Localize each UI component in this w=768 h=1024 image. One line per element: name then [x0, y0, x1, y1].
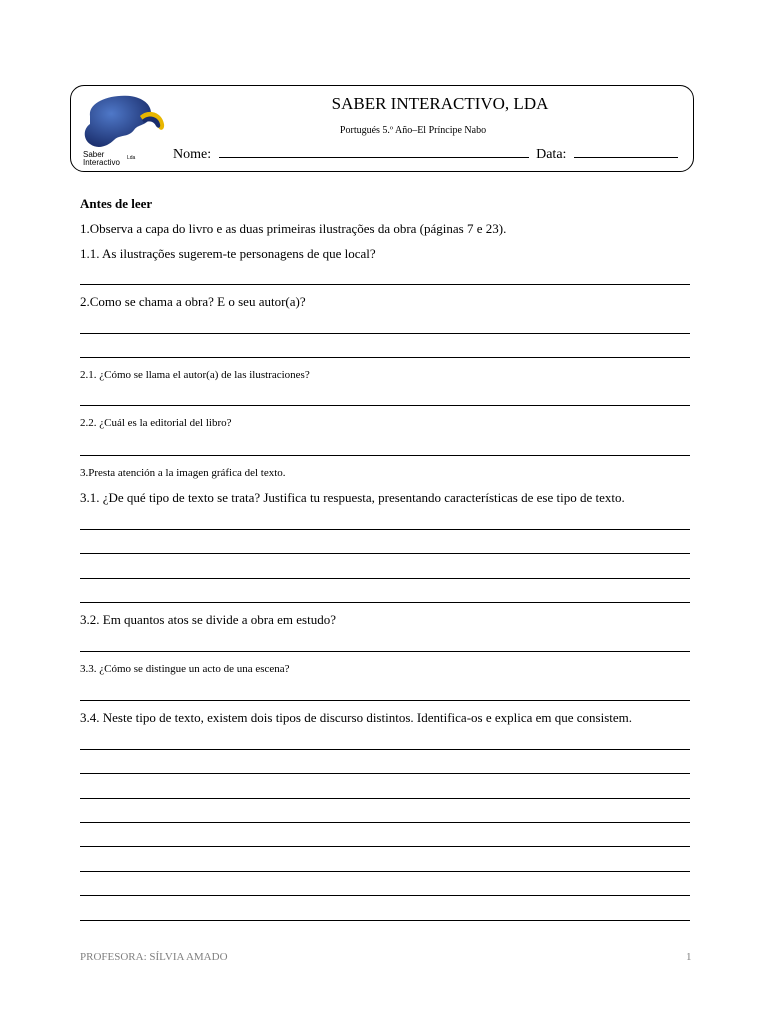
answer-line[interactable] [80, 846, 690, 847]
answer-line[interactable] [80, 920, 690, 921]
answer-line[interactable] [80, 871, 690, 872]
course-subtitle: Portugués 5.º Año–El Príncipe Nabo [339, 125, 487, 136]
question-1-1: 1.1. As ilustrações sugerem-te personagens de que local? [80, 246, 376, 261]
answer-line[interactable] [80, 798, 690, 799]
answer-line[interactable] [80, 578, 690, 579]
answer-line[interactable] [80, 602, 690, 603]
company-name: SABER INTERACTIVO, LDA [331, 94, 549, 113]
question-3-3: 3.3. ¿Cómo se distingue un acto de una escena? [80, 663, 290, 675]
answer-line[interactable] [80, 773, 690, 774]
page-number: 1 [686, 951, 692, 963]
logo-small-text: Lda [127, 155, 136, 161]
answer-line[interactable] [80, 529, 690, 530]
name-field[interactable] [219, 145, 529, 158]
answer-line[interactable] [80, 553, 690, 554]
answer-line[interactable] [80, 455, 690, 456]
name-label: Nome: [173, 147, 212, 162]
answer-line[interactable] [80, 405, 690, 406]
section-title: Antes de leer [80, 196, 153, 211]
question-3-1: 3.1. ¿De qué tipo de texto se trata? Justifica tu respuesta, presentando características de ese tipo de texto. [80, 490, 625, 505]
answer-line[interactable] [80, 822, 690, 823]
date-label: Data: [536, 147, 567, 162]
answer-line[interactable] [80, 895, 690, 896]
answer-line[interactable] [80, 651, 690, 652]
logo-line2: Interactivo [83, 158, 120, 167]
name-date-row [173, 145, 678, 163]
answer-line[interactable] [80, 749, 690, 750]
question-3: 3.Presta atención a la imagen gráfica del texto. [80, 467, 286, 479]
answer-line[interactable] [80, 357, 690, 358]
answer-line[interactable] [80, 284, 690, 285]
date-field[interactable] [574, 145, 678, 158]
question-3-4: 3.4. Neste tipo de texto, existem dois tipos de discurso distintos. Identifica-os e explica em que consistem. [80, 710, 633, 725]
logo-line1: Saber [83, 150, 105, 159]
logo-text [83, 151, 120, 167]
answer-line[interactable] [80, 333, 690, 334]
question-1: 1.Observa a capa do livro e as duas primeiras ilustrações da obra (páginas 7 e 23). [80, 221, 507, 236]
question-2-2: 2.2. ¿Cuál es la editorial del libro? [80, 417, 232, 429]
question-3-2: 3.2. Em quantos atos se divide a obra em estudo? [80, 612, 336, 627]
footer-teacher: PROFESORA: SÍLVIA AMADO [80, 951, 228, 963]
question-2-1: 2.1. ¿Cómo se llama el autor(a) de las ilustraciones? [80, 369, 310, 381]
answer-line[interactable] [80, 700, 690, 701]
question-2: 2.Como se chama a obra? E o seu autor(a)? [80, 294, 306, 309]
